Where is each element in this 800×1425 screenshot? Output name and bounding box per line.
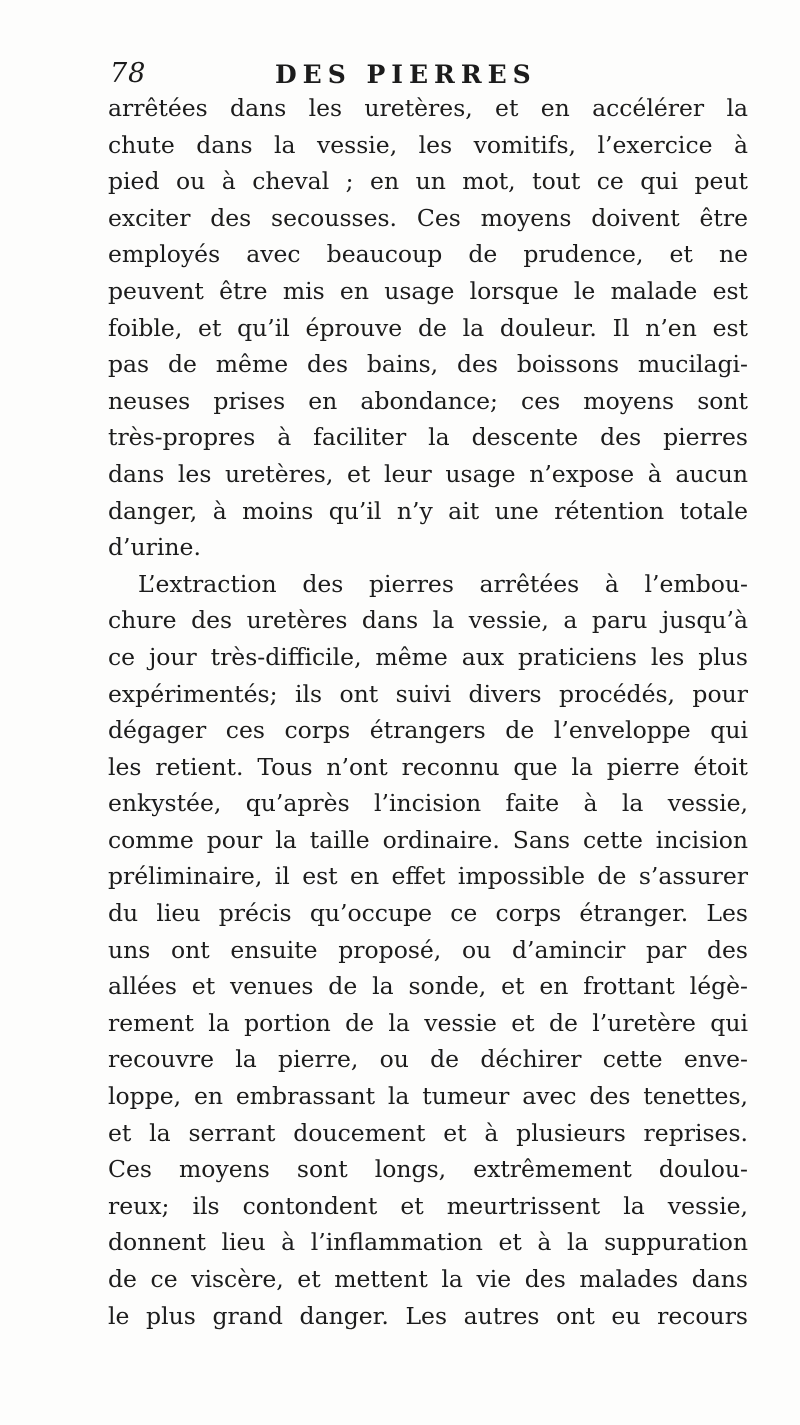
text-line: d’urine. [108,533,201,562]
text-line: de ce viscère, et mettent la vie des malades dans [108,1265,748,1293]
text-line: rement la portion de la vessie et de l’uretère qui [108,1008,748,1037]
page-number: 78 [110,58,147,89]
text-line: exciter des secousses. Ces moyens doivent être [108,203,748,232]
text-line: ce jour très-difficile, même aux praticiens les plus [108,642,748,671]
text-line: neuses prises en abondance; ces moyens sont [108,386,748,415]
text-line: recouvre la pierre, ou de déchirer cette enve- [108,1045,748,1074]
text-line: allées et venues de la sonde, et en frottant légè- [108,972,748,1001]
text-line: chute dans la vessie, les vomitifs, l’exercice à [108,130,748,159]
text-line: comme pour la taille ordinaire. Sans cette incision [108,825,748,854]
text-line: peuvent être mis en usage lorsque le malade est [108,276,748,305]
text-line: foible, et qu’il éprouve de la douleur. Il n’en est [108,313,748,342]
text-line: du lieu précis qu’occupe ce corps étranger. Les [108,899,748,928]
text-line: reux; ils contondent et meurtrissent la vessie, [108,1191,748,1220]
text-line: préliminaire, il est en effet impossible de s’assurer [108,862,748,891]
text-line: expérimentés; ils ont suivi divers procédés, pour [108,679,748,708]
text-line: danger, à moins qu’il n’y ait une rétention totale [108,496,748,525]
text-line: très-propres à faciliter la descente des pierres [108,423,748,452]
running-head: DES PIERRES [275,60,537,89]
text-line: le plus grand danger. Les autres ont eu recours [108,1301,748,1330]
text-line: les retient. Tous n’ont reconnu que la pierre étoit [108,752,748,781]
text-line: pas de même des bains, des boissons mucilagi- [108,350,748,379]
text-line: Ces moyens sont longs, extrêmement doulou- [108,1155,748,1184]
text-line: enkystée, qu’après l’incision faite à la vessie, [108,789,748,818]
text-line: loppe, en embrassant la tumeur avec des tenettes, [108,1082,748,1111]
text-line: dégager ces corps étrangers de l’enveloppe qui [108,716,748,745]
text-line: donnent lieu à l’inflammation et à la suppuration [108,1228,748,1257]
text-line: pied ou à cheval ; en un mot, tout ce qui peut [108,167,748,196]
text-line: employés avec beaucoup de prudence, et ne [108,240,748,269]
text-line: et la serrant doucement et à plusieurs reprises. [108,1118,748,1147]
text-line: uns ont ensuite proposé, ou d’amincir par des [108,935,748,964]
text-line: arrêtées dans les uretères, et en accélérer la [108,94,748,122]
body-text [108,90,748,1334]
text-line: L’extraction des pierres arrêtées à l’embou- [138,569,748,598]
text-line: chure des uretères dans la vessie, a paru jusqu’à [108,606,748,635]
text-line: dans les uretères, et leur usage n’expose à aucun [108,459,748,488]
